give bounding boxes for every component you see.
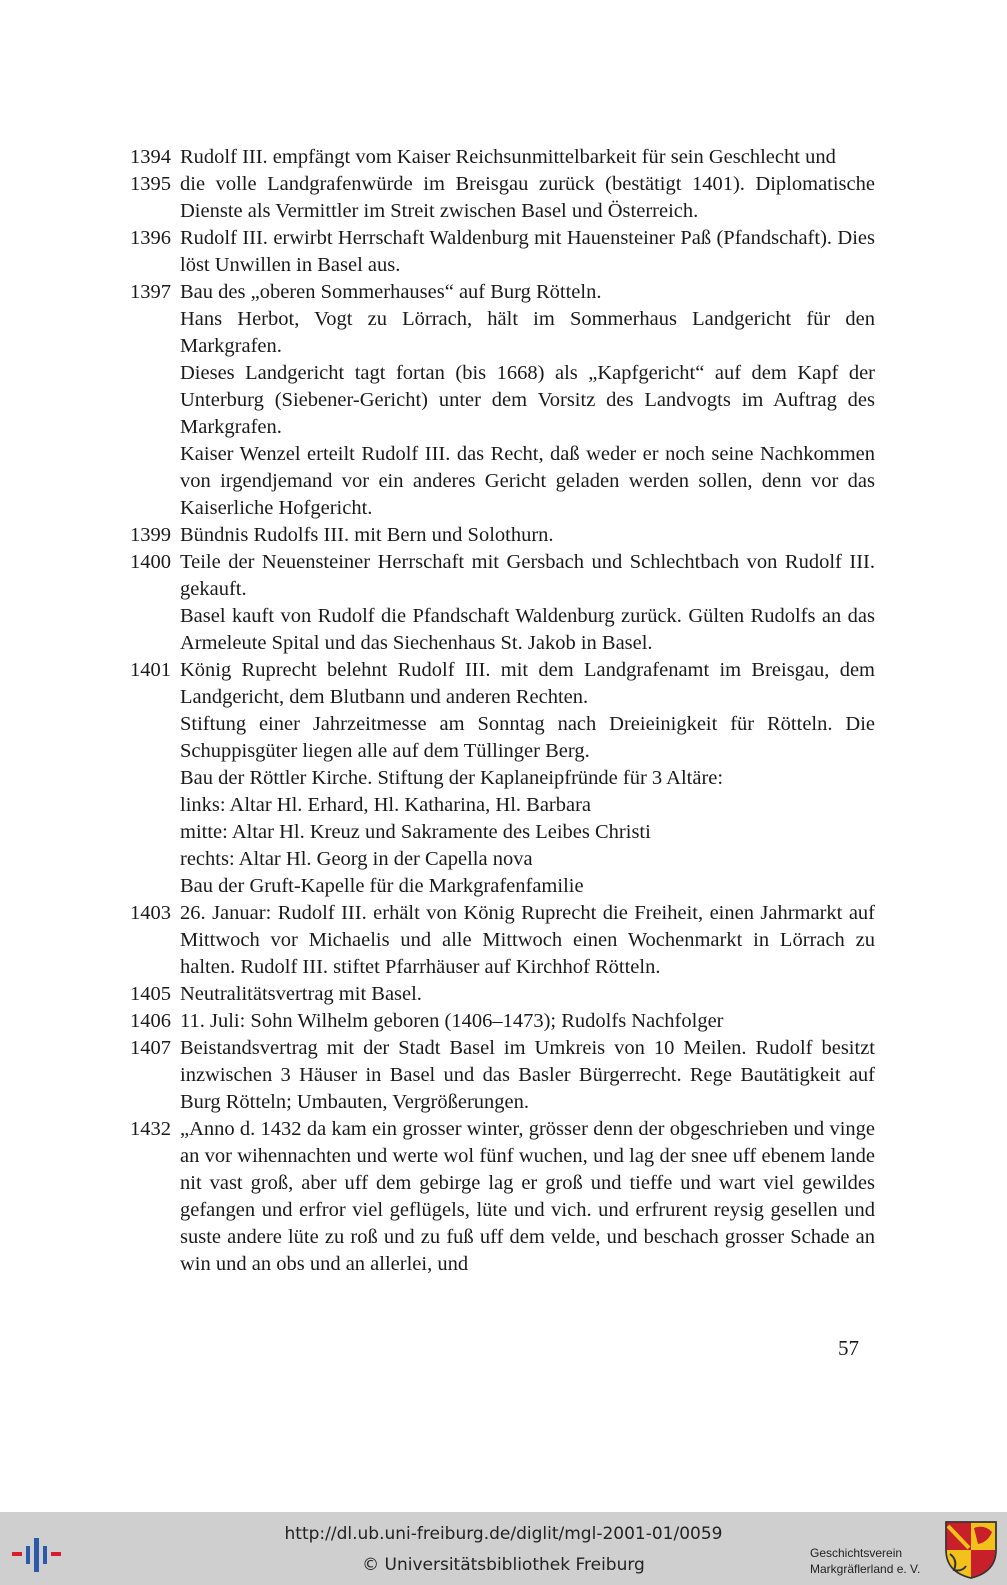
entry-paragraph: Bau der Röttler Kirche. Stiftung der Kaplaneipfründe für 3 Altäre: xyxy=(180,767,724,789)
entry-year: 1396 xyxy=(130,227,171,249)
entry-paragraph: Hans Herbot, Vogt zu Lörrach, hält im Sommerhaus Landgericht für den Markgrafen. xyxy=(180,308,875,357)
entry-year: 1400 xyxy=(130,551,171,573)
chronicle-entry xyxy=(130,144,875,171)
entry-paragraph: 11. Juli: Sohn Wilhelm geboren (1406–1473); Rudolfs Nachfolger xyxy=(180,1010,724,1032)
chronicle-entry xyxy=(130,981,875,1008)
entry-year: 1432 xyxy=(130,1118,171,1140)
entry-paragraph: Dieses Landgericht tagt fortan (bis 1668) als „Kapfgericht“ auf dem Kapf der Unterburg (Siebener-Gericht) unter dem Vorsitz des Landvogts im Auftrag des Markgrafen. xyxy=(180,362,875,438)
entry-year: 1399 xyxy=(130,524,171,546)
entry-paragraph: die volle Landgrafenwürde im Breisgau zurück (bestätigt 1401). Diplomatische Dienste als Vermittler im Streit zwischen Basel und Österreich. xyxy=(180,173,875,222)
entry-year: 1395 xyxy=(130,173,171,195)
chronicle-list xyxy=(130,144,875,1278)
entry-paragraph: Teile der Neuensteiner Herrschaft mit Gersbach und Schlechtbach von Rudolf III. gekauft. xyxy=(180,551,875,600)
chronicle-entry xyxy=(130,549,875,657)
entry-paragraph: Kaiser Wenzel erteilt Rudolf III. das Recht, daß weder er noch seine Nachkommen von irgendjemand vor ein anderes Gericht geladen werden sollen, denn vor das Kaiserliche Hofgericht. xyxy=(180,443,875,519)
chronicle-entry xyxy=(130,900,875,981)
entry-paragraph: Beistandsvertrag mit der Stadt Basel im Umkreis von 10 Meilen. Rudolf besitzt inzwischen 3 Häuser in Basel und das Basler Bürgerrecht. Rege Bautätigkeit auf Burg Rötteln; Umbauten, Vergrößerungen. xyxy=(180,1037,875,1113)
chronicle-entry xyxy=(130,1116,875,1278)
entry-year: 1407 xyxy=(130,1037,171,1059)
entry-paragraph: rechts: Altar Hl. Georg in der Capella nova xyxy=(180,848,533,870)
chronicle-entry xyxy=(130,657,875,900)
footer-url-link[interactable]: http://dl.ub.uni-freiburg.de/diglit/mgl-2001-01/0059 xyxy=(284,1524,723,1544)
chronicle-entry xyxy=(130,171,875,225)
entry-year: 1397 xyxy=(130,281,171,303)
society-name-line1: Geschichtsverein xyxy=(810,1546,903,1560)
coat-of-arms-icon xyxy=(944,1520,998,1580)
chronicle-entry xyxy=(130,1008,875,1035)
entry-year: 1394 xyxy=(130,146,171,168)
entry-paragraph: König Ruprecht belehnt Rudolf III. mit dem Landgrafenamt im Breisgau, dem Landgericht, dem Blutbann und anderen Rechten. xyxy=(180,659,875,708)
society-name xyxy=(810,1545,935,1577)
entry-paragraph: Stiftung einer Jahrzeitmesse am Sonntag nach Dreieinigkeit für Rötteln. Die Schuppisgüter liegen alle auf dem Tüllinger Berg. xyxy=(180,713,875,762)
footer-bar xyxy=(0,1512,1007,1585)
chronicle-entry xyxy=(130,522,875,549)
entry-year: 1403 xyxy=(130,902,171,924)
chronicle-entry xyxy=(130,225,875,279)
page-number: 57 xyxy=(838,1336,859,1360)
entry-paragraph: Basel kauft von Rudolf die Pfandschaft Waldenburg zurück. Gülten Rudolfs an das Armeleute Spital und das Siechenhaus St. Jakob in Basel. xyxy=(180,605,875,654)
entry-paragraph: Neutralitätsvertrag mit Basel. xyxy=(180,983,422,1005)
entry-paragraph: 26. Januar: Rudolf III. erhält von König Ruprecht die Freiheit, einen Jahrmarkt auf Mittwoch vor Michaelis und alle Mittwoch einen Wochenmarkt in Lörrach zu halten. Rudolf III. stiftet Pfarrhäuser auf Kirchhof Rötteln. xyxy=(180,902,875,978)
chronicle-entry xyxy=(130,1035,875,1116)
entry-year: 1401 xyxy=(130,659,171,681)
society-name-line2: Markgräflerland e. V. xyxy=(810,1562,921,1576)
entry-paragraph: mitte: Altar Hl. Kreuz und Sakramente des Leibes Christi xyxy=(180,821,651,843)
entry-paragraph: Bündnis Rudolfs III. mit Bern und Solothurn. xyxy=(180,524,554,546)
chronicle-entry xyxy=(130,279,875,522)
entry-paragraph: Rudolf III. erwirbt Herrschaft Waldenburg mit Hauensteiner Paß (Pfandschaft). Dies löst Unwillen in Basel aus. xyxy=(180,227,875,276)
entry-year: 1406 xyxy=(130,1010,171,1032)
entry-paragraph: Bau der Gruft-Kapelle für die Markgrafenfamilie xyxy=(180,875,584,897)
entry-paragraph: „Anno d. 1432 da kam ein grosser winter, grösser denn der obgeschrieben und vinge an vor wihennachten und werte wol fünf wuchen, und lag der snee uff ebenem lande nit vast groß, aber uff dem gebirge lag er groß und tieffe und wart viel gewildes gefangen und erfror viel geflügels, lüte und vich. und erfrurent reysig gesellen und suste andere lüte zu roß und zu fuß uff dem velde, und beschach grosser Schade an win und an obs und an allerlei, und xyxy=(180,1118,875,1275)
entry-paragraph: Bau des „oberen Sommerhauses“ auf Burg Rötteln. xyxy=(180,281,602,303)
entry-year: 1405 xyxy=(130,983,171,1005)
entry-paragraph: Rudolf III. empfängt vom Kaiser Reichsunmittelbarkeit für sein Geschlecht und xyxy=(180,146,836,168)
footer-copyright: © Universitätsbibliothek Freiburg xyxy=(362,1555,645,1575)
entry-paragraph: links: Altar Hl. Erhard, Hl. Katharina, Hl. Barbara xyxy=(180,794,592,816)
